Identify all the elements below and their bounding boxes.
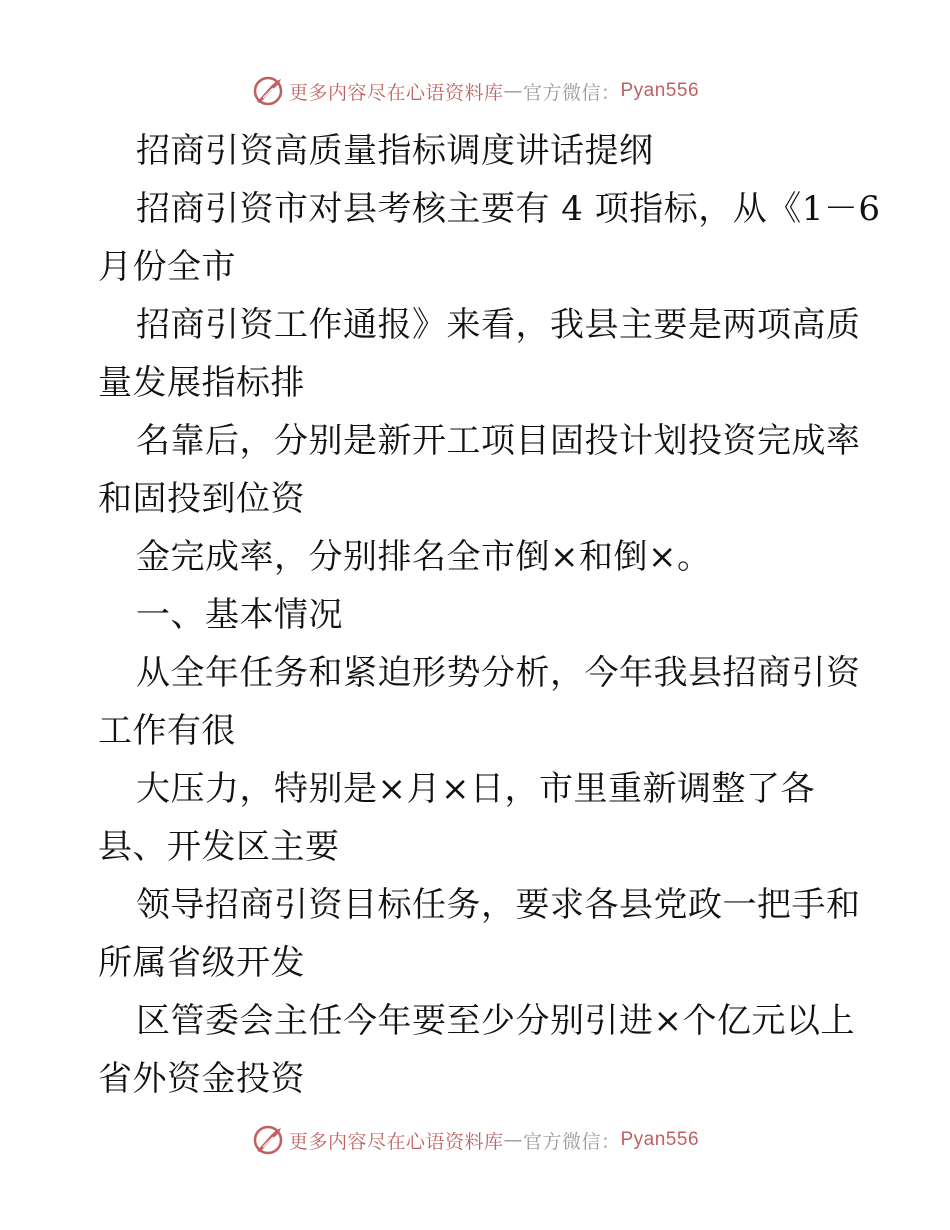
text-line: 区管委会主任今年要至少分别引进×个亿元以上 xyxy=(136,1001,855,1041)
text-line: 量发展指标排 xyxy=(98,363,305,403)
text-line: 县、开发区主要 xyxy=(98,827,340,867)
header-watermark-banner xyxy=(0,71,950,111)
text-line: 领导招商引资目标任务，要求各县党政一把手和 xyxy=(136,885,861,925)
document-title: 招商引资高质量指标调度讲话提纲 xyxy=(136,131,654,171)
banner-wechat-id: Pyan556 xyxy=(620,80,700,101)
banner-dash: — xyxy=(503,80,523,102)
text-line: 和固投到位资 xyxy=(98,479,305,519)
quill-logo-icon xyxy=(251,74,285,108)
document-body xyxy=(98,122,881,1108)
text-line: 大压力，特别是×月×日，市里重新调整了各 xyxy=(136,769,815,809)
text-line: 工作有很 xyxy=(98,711,236,751)
footer-watermark-banner xyxy=(0,1120,950,1160)
text-line: 月份全市 xyxy=(98,247,236,287)
banner-wechat-label: 官方微信： xyxy=(522,81,621,104)
banner-brand-text: 更多内容尽在心语资料库 xyxy=(288,81,504,104)
text-line: 招商引资工作通报》来看，我县主要是两项高质 xyxy=(136,305,861,345)
text-line: 从全年任务和紧迫形势分析，今年我县招商引资 xyxy=(136,653,861,693)
banner-wechat-label: 官方微信： xyxy=(522,1130,621,1153)
text-line: 招商引资市对县考核主要有 4 项指标，从《1－6 xyxy=(136,189,881,229)
section-heading: 一、基本情况 xyxy=(136,595,343,635)
banner-brand-text: 更多内容尽在心语资料库 xyxy=(288,1130,504,1153)
text-line: 金完成率，分别排名全市倒×和倒×。 xyxy=(136,537,712,577)
quill-logo-icon xyxy=(251,1123,285,1157)
banner-wechat-id: Pyan556 xyxy=(620,1129,700,1150)
text-line: 名靠后，分别是新开工项目固投计划投资完成率 xyxy=(136,421,861,461)
banner-dash: — xyxy=(503,1129,523,1151)
text-line: 省外资金投资 xyxy=(98,1059,305,1099)
text-line: 所属省级开发 xyxy=(98,943,305,983)
